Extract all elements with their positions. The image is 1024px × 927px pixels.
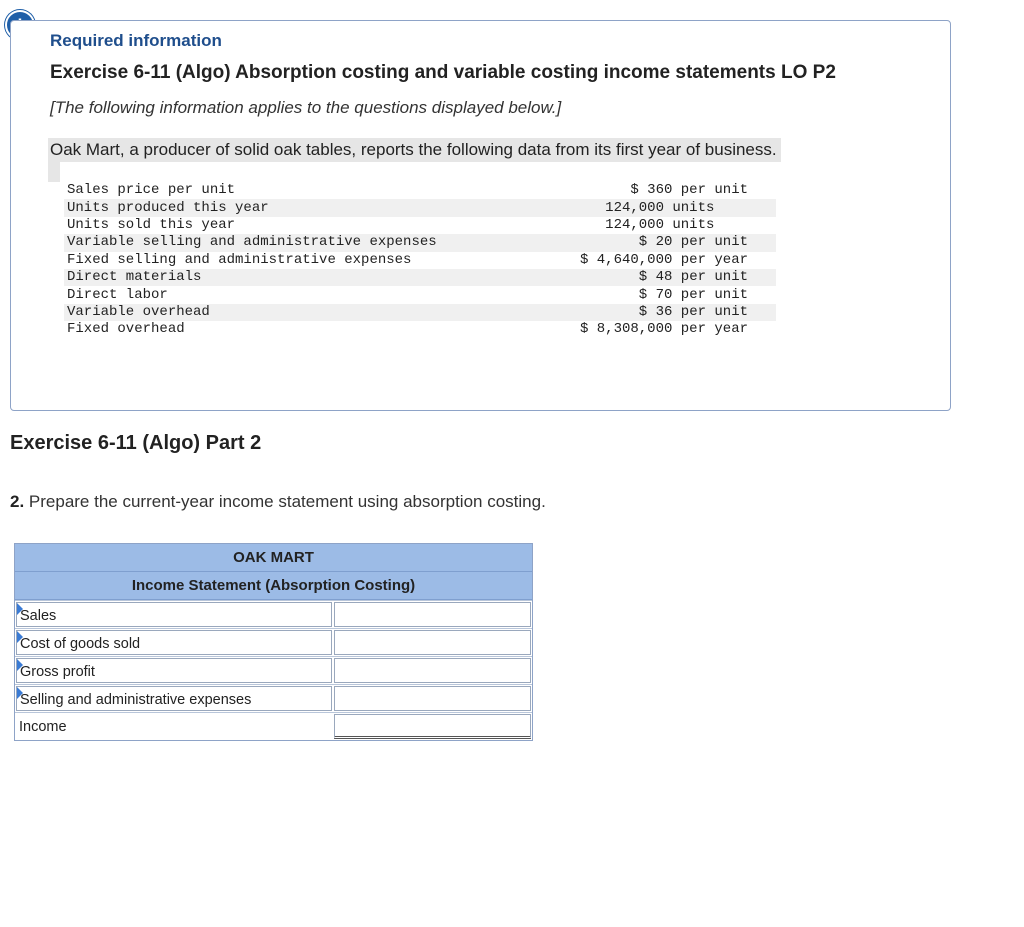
cogs-amount-input[interactable] xyxy=(334,630,531,655)
question-number: 2. xyxy=(10,492,25,511)
table-row xyxy=(64,321,776,338)
sales-amount-input[interactable] xyxy=(334,602,531,627)
table-row xyxy=(15,684,532,712)
table-row xyxy=(15,712,532,740)
income-amount-input[interactable] xyxy=(334,714,531,739)
data-value: $ 20 per unit xyxy=(530,234,776,251)
data-label: Fixed selling and administrative expenses xyxy=(67,251,412,268)
income-statement-table xyxy=(14,543,533,741)
income-label: Income xyxy=(19,719,67,735)
table-row xyxy=(64,269,776,286)
table-row xyxy=(15,628,532,656)
data-value: 124,000 units xyxy=(530,199,776,216)
data-label: Fixed overhead xyxy=(67,321,185,338)
table-row xyxy=(64,252,776,269)
question-body: Prepare the current-year income statement using absorption costing. xyxy=(24,492,546,511)
table-row xyxy=(64,182,776,199)
selling-admin-amount-input[interactable] xyxy=(334,686,531,711)
table-row xyxy=(64,234,776,251)
required-information-heading: Required information xyxy=(50,31,222,50)
table-row xyxy=(64,199,776,216)
statement-title-header: Income Statement (Absorption Costing) xyxy=(15,572,532,600)
data-label: Variable overhead xyxy=(64,304,530,321)
intro-text: Oak Mart, a producer of solid oak tables, reports the following data from its first year of business. xyxy=(48,138,781,162)
data-value: $ 48 per unit xyxy=(530,269,776,286)
data-value: 124,000 units xyxy=(605,216,748,233)
data-value: $ 70 per unit xyxy=(638,286,748,303)
table-row xyxy=(15,656,532,684)
data-label: Variable selling and administrative expenses xyxy=(64,234,530,251)
data-value: $ 4,640,000 per year xyxy=(579,251,748,268)
info-note: [The following information applies to the questions displayed below.] xyxy=(50,98,562,117)
question-text xyxy=(10,492,546,512)
part-title: Exercise 6-11 (Algo) Part 2 xyxy=(10,432,262,454)
table-row xyxy=(15,600,532,628)
sales-label-input[interactable]: Sales xyxy=(16,602,332,627)
data-label: Direct labor xyxy=(67,286,168,303)
selling-admin-label-input[interactable]: Selling and administrative expenses xyxy=(16,686,332,711)
gross-profit-label-input[interactable]: Gross profit xyxy=(16,658,332,683)
business-data-table xyxy=(64,182,776,339)
company-name-header: OAK MART xyxy=(15,544,532,572)
data-label: Units sold this year xyxy=(67,216,236,233)
data-label: Units produced this year xyxy=(64,199,530,216)
data-value: $ 36 per unit xyxy=(530,304,776,321)
data-value: $ 8,308,000 per year xyxy=(579,321,748,338)
data-value: $ 360 per unit xyxy=(630,182,748,199)
table-row xyxy=(64,304,776,321)
table-row xyxy=(64,286,776,303)
data-label: Direct materials xyxy=(64,269,530,286)
cogs-label-input[interactable]: Cost of goods sold xyxy=(16,630,332,655)
table-row xyxy=(64,217,776,234)
exercise-title: Exercise 6-11 (Algo) Absorption costing and variable costing income statements LO P2 xyxy=(50,62,836,83)
data-label: Sales price per unit xyxy=(67,182,236,199)
highlight-tab xyxy=(48,162,60,182)
gross-profit-amount-input[interactable] xyxy=(334,658,531,683)
